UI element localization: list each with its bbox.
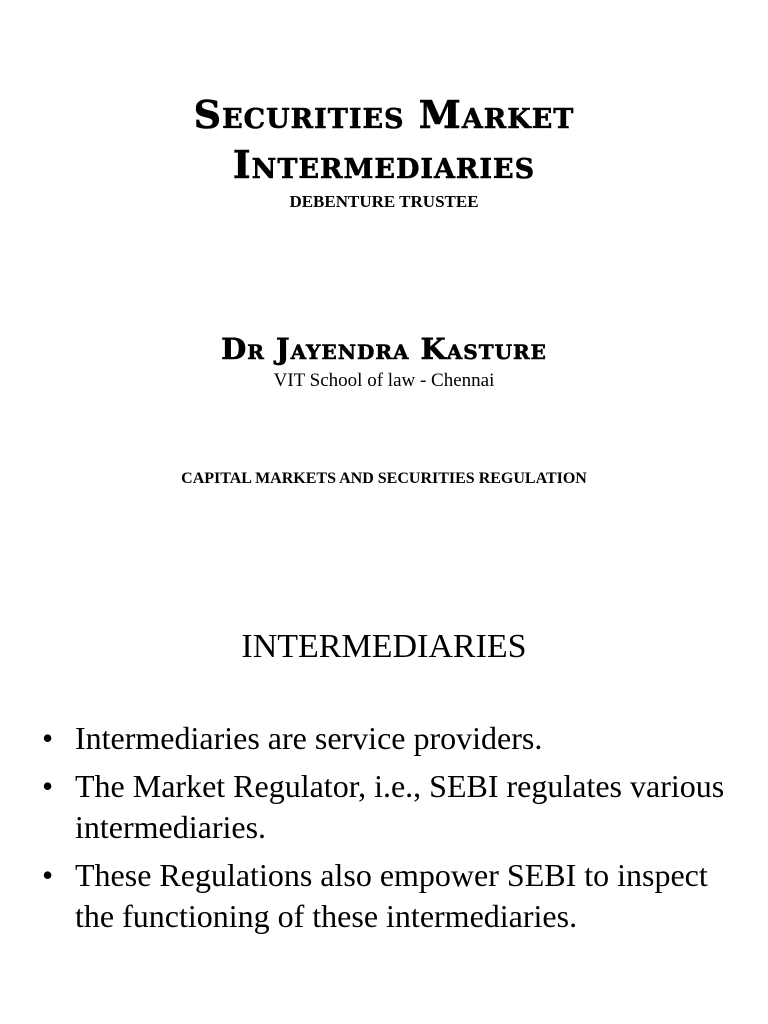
slide-title-line-1: Securities Market: [193, 92, 575, 137]
bullet-text: These Regulations also empower SEBI to inspect the functioning of these intermediaries.: [75, 857, 708, 934]
slide-title-line-2: Intermediaries: [232, 142, 536, 187]
slide-subtitle: DEBENTURE TRUSTEE: [289, 192, 479, 211]
content-slide: [0, 590, 768, 1024]
slide-title: [0, 90, 768, 190]
bullet-text: The Market Regulator, i.e., SEBI regulates various intermediaries.: [75, 768, 725, 845]
author-affiliation: VIT School of law - Chennai: [273, 370, 495, 391]
bullet-text: Intermediaries are service providers.: [75, 720, 543, 756]
bullet-item: [42, 718, 742, 759]
bullet-item: [42, 855, 742, 937]
bullet-icon: •: [42, 857, 54, 893]
bullet-list: [42, 718, 742, 944]
bullet-icon: •: [42, 720, 54, 756]
bullet-icon: •: [42, 768, 54, 804]
course-title: CAPITAL MARKETS AND SECURITIES REGULATION: [181, 470, 587, 487]
content-heading: INTERMEDIARIES: [241, 628, 527, 665]
author-name: Dr Jayendra Kasture: [221, 332, 547, 366]
bullet-item: [42, 766, 742, 848]
